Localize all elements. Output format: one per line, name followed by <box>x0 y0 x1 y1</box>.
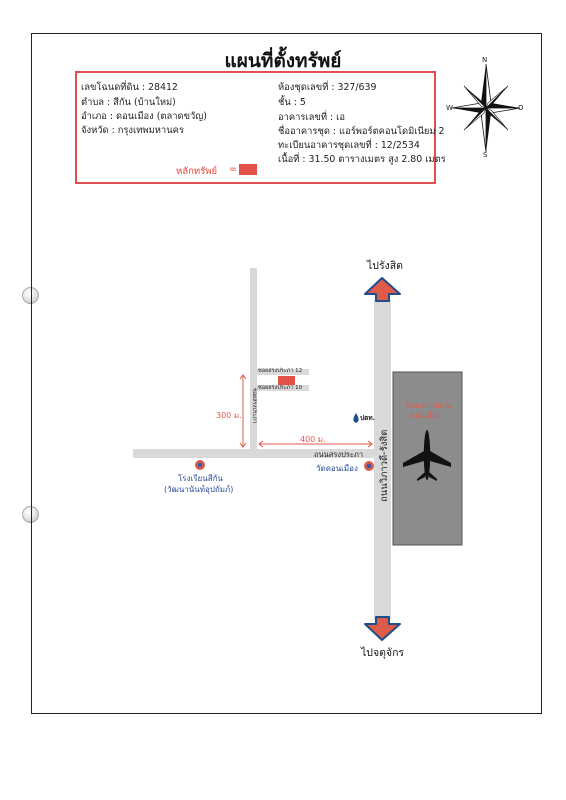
south-arrow <box>365 617 400 640</box>
ptt-label: ปตท. <box>360 414 376 422</box>
compass-east: O <box>518 104 524 112</box>
distance-horizontal-label: 400 ม. <box>300 435 326 444</box>
side-road-label: ซอยสรงประภา <box>251 388 257 424</box>
cross-road-label: ถนนสรงประภา <box>314 450 364 459</box>
north-destination: ไปรังสิต <box>367 260 403 272</box>
ptt-icon <box>353 413 358 423</box>
airport-label-line2: ดอนเมือง <box>410 411 441 420</box>
school-label-line2: (วัฒนานันท์อุปถัมภ์) <box>164 485 234 494</box>
area: เนื้อที่ : 31.50 ตารางเมตร สูง 2.80 เมตร <box>278 154 446 165</box>
temple-icon <box>364 461 374 471</box>
building-number: อาคารเลขที่ : เอ <box>278 112 345 123</box>
soi-10-label: ซอยสรงประภา 10 <box>258 385 303 391</box>
airport-label-line1: ท่าอากาศยาน <box>406 401 452 410</box>
compass-south: S <box>483 151 488 159</box>
main-road-label: ถนนวิภาวดี-รังสิต <box>379 429 390 502</box>
school-icon <box>195 460 205 470</box>
title-deed-number: เลขโฉนดที่ดิน : 28412 <box>81 82 178 93</box>
north-arrow <box>365 278 400 301</box>
district: อำเภอ : ดอนเมือง (ตลาดขวัญ) <box>81 111 207 122</box>
subdistrict: ตำบล : สีกัน (บ้านใหม่) <box>81 97 176 108</box>
distance-vertical-label: 300 ม. <box>216 411 242 420</box>
compass-west: W <box>446 104 453 112</box>
building-name: ชื่ออาคารชุด : แอร์พอร์ตคอนโดมิเนียม 2 <box>278 126 445 137</box>
school-label-line1: โรงเรียนสีกัน <box>178 474 223 483</box>
province: จังหวัด : กรุงเทพมหานคร <box>81 125 184 136</box>
compass-north: N <box>482 56 488 64</box>
registration-number: ทะเบียนอาคารชุดเลขที่ : 12/2534 <box>278 140 420 151</box>
south-destination: ไปจตุจักร <box>361 647 405 659</box>
temple-label: วัดดอนเมือง <box>316 464 358 473</box>
unit-number: ห้องชุดเลขที่ : 327/639 <box>278 82 377 93</box>
floor: ชั้น : 5 <box>278 97 306 108</box>
soi-12-label: ซอยสรงประภา 12 <box>258 368 303 374</box>
legend-equals: = <box>229 164 237 175</box>
legend-label: หลักทรัพย์ <box>176 166 218 177</box>
page-title: แผนที่ตั้งทรัพย์ <box>224 50 342 72</box>
